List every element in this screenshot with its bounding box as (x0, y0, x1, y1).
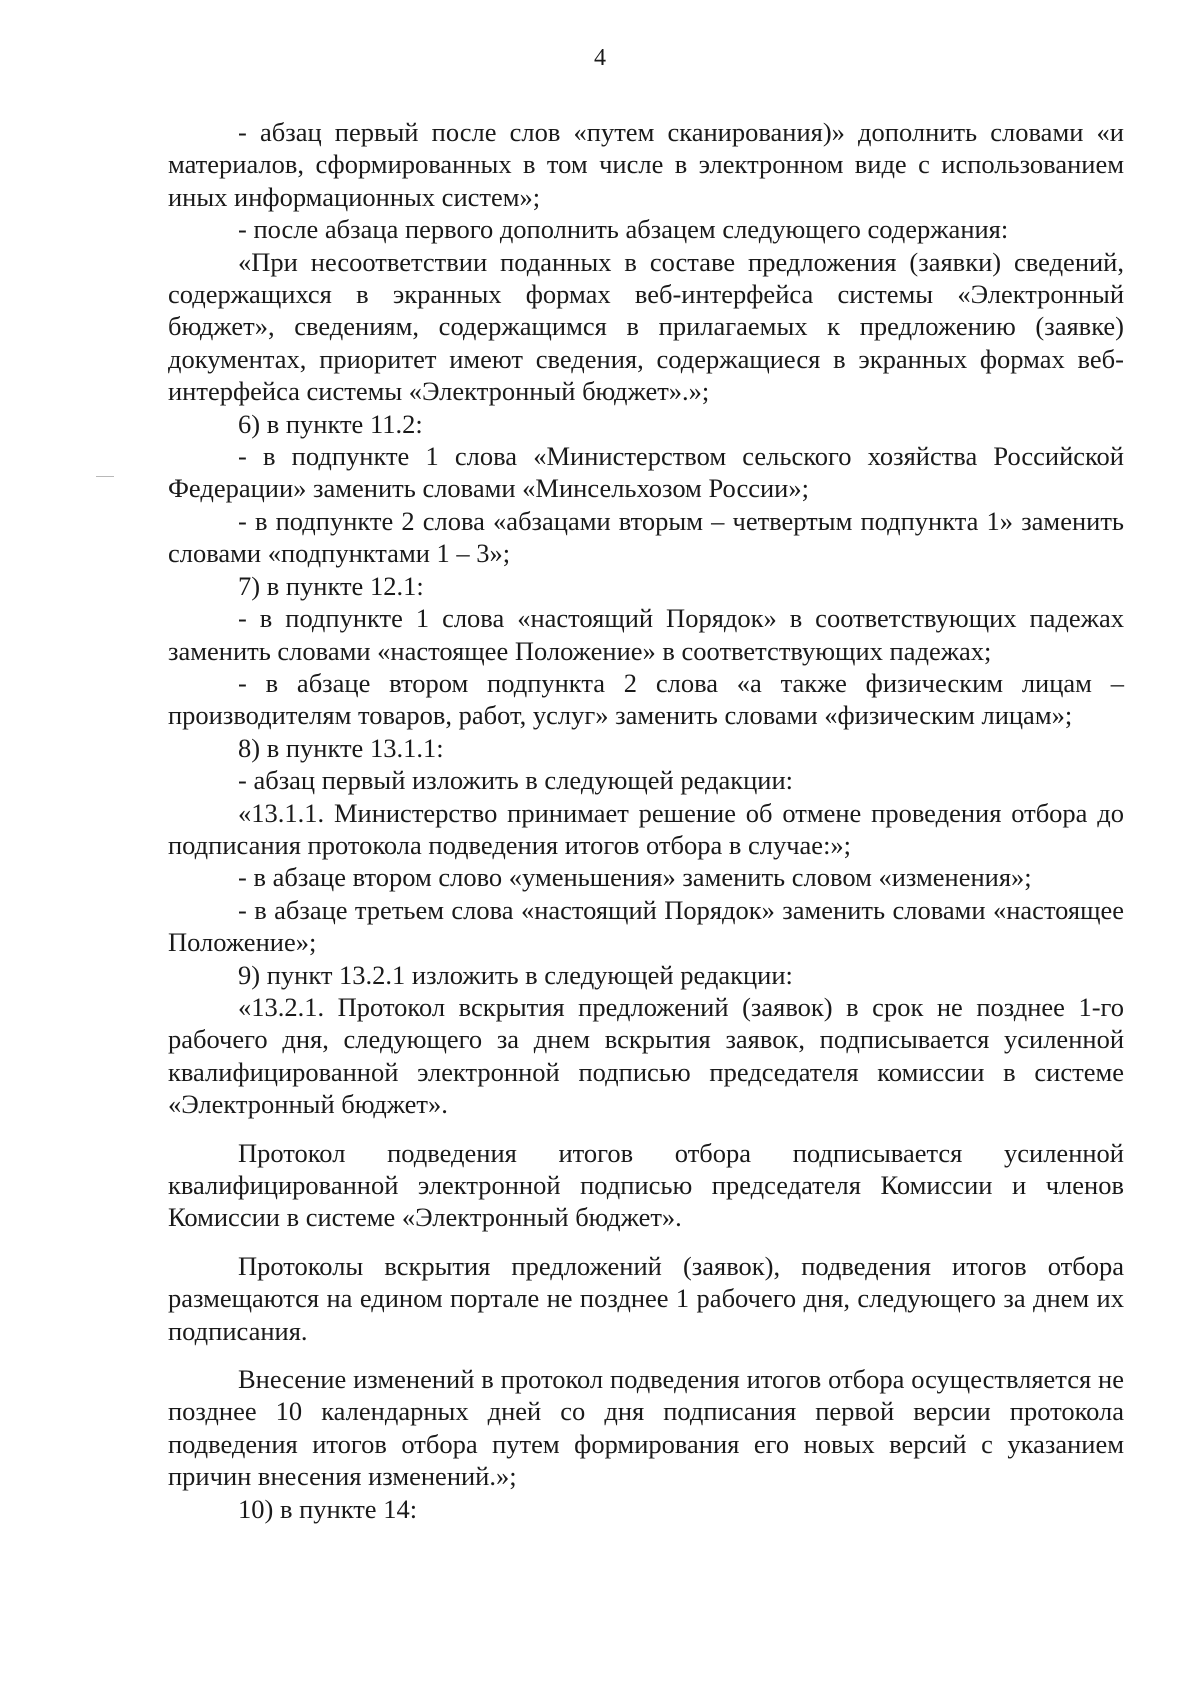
paragraph: «13.1.1. Министерство принимает решение об отмене проведения отбора до подписания протокола подведения итогов отбора в случае:»; (168, 797, 1124, 860)
list-item-heading: 9) пункт 13.2.1 изложить в следующей редакции: (238, 959, 793, 990)
paragraph: «При несоответствии поданных в составе предложения (заявки) сведений, содержащихся в экранных формах веб-интерфейса системы «Электронный бюджет», сведениям, содержащимся в прилагаемых к предложению (заявке) документах, приоритет имеют сведения, содержащиеся в экранных формах веб-интерфейса системы «Электронный бюджет».»; (168, 246, 1124, 407)
list-item-heading: 10) в пункте 14: (238, 1493, 418, 1524)
paragraph: Протоколы вскрытия предложений (заявок), подведения итогов отбора размещаются на едином портале не позднее 1 рабочего дня, следующего за днем их подписания. (168, 1250, 1124, 1346)
paragraph: «13.2.1. Протокол вскрытия предложений (заявок) в срок не позднее 1-го рабочего дня, следующего за днем вскрытия заявок, подписывается усиленной квалифицированной электронной подписью председателя комиссии в системе «Электронный бюджет». (168, 991, 1124, 1120)
paragraph: - в подпункте 2 слова «абзацами вторым – четвертым подпункта 1» заменить словами «подпунктами 1 – 3»; (168, 505, 1124, 569)
list-item-heading: 7) в пункте 12.1: (238, 570, 424, 601)
paragraph: - в абзаце втором подпункта 2 слова «а также физическим лицам – производителям товаров, работ, услуг» заменить словами «физическим лицам»; (168, 667, 1124, 731)
list-item-heading: 8) в пункте 13.1.1: (238, 732, 444, 763)
document-body (168, 116, 1124, 1525)
paragraph: - после абзаца первого дополнить абзацем следующего содержания: (238, 214, 1009, 245)
scan-artifact-mark (96, 476, 114, 477)
paragraph: - в подпункте 1 слова «настоящий Порядок» в соответствующих падежах заменить словами «настоящее Положение» в соответствующих падежах; (168, 603, 1124, 666)
paragraph: - абзац первый изложить в следующей редакции: (238, 765, 794, 796)
paragraph: Протокол подведения итогов отбора подписывается усиленной квалифицированной электронной подписью председателя Комиссии и членов Комиссии в системе «Электронный бюджет». (168, 1137, 1124, 1233)
paragraph: - абзац первый после слов «путем сканирования)» дополнить словами «и материалов, сформированных в том числе в электронном виде с использованием иных информационных систем»; (168, 117, 1124, 212)
paragraph: - в абзаце втором слово «уменьшения» заменить словом «изменения»; (238, 862, 1032, 893)
list-item-heading: 6) в пункте 11.2: (238, 408, 423, 439)
page-number: 4 (594, 45, 606, 71)
paragraph: - в подпункте 1 слова «Министерством сельского хозяйства Российской Федерации» заменить словами «Минсельхозом России»; (168, 441, 1124, 504)
paragraph: - в абзаце третьем слова «настоящий Порядок» заменить словами «настоящее Положение»; (168, 894, 1124, 958)
paragraph: Внесение изменений в протокол подведения итогов отбора осуществляется не позднее 10 календарных дней со дня подписания первой версии протокола подведения итогов отбора путем формирования его новых версий с указанием причин внесения изменений.»; (168, 1364, 1124, 1492)
